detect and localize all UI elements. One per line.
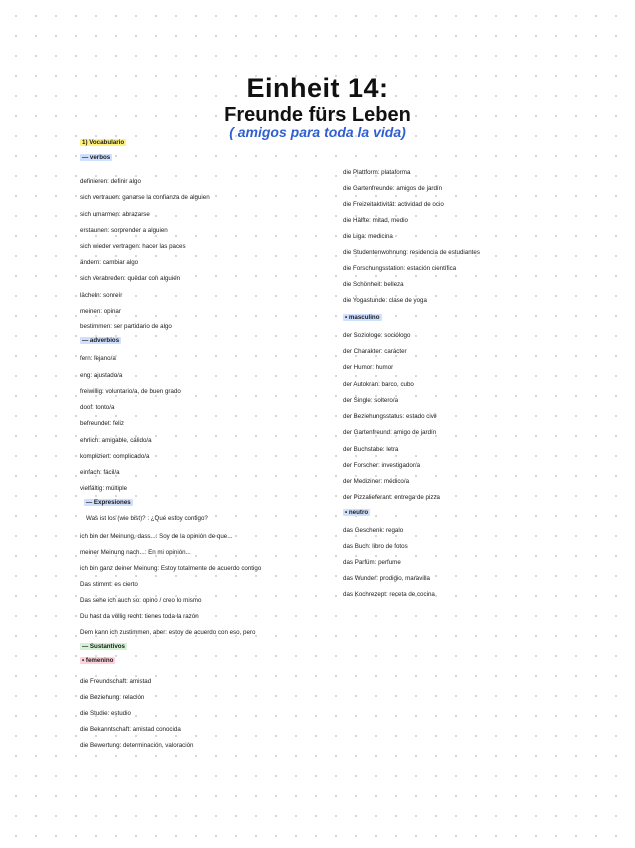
list-item: die Hälfte: mitad, medio <box>343 217 408 224</box>
header-expresiones: — Expresiones <box>86 499 131 506</box>
list-item: ehrlich: amigable, cálido/a <box>80 437 152 444</box>
list-item: freiwillig: voluntario/a, de buen grado <box>80 388 181 395</box>
list-item: einfach: fácil/a <box>80 469 120 476</box>
header-sustantivos: — Sustantivos <box>82 643 125 650</box>
list-item: fern: lejano/a <box>80 355 116 362</box>
list-item: der Soziologe: sociólogo <box>343 332 411 339</box>
list-item: der Humor: humor <box>343 364 394 371</box>
list-item: sich vertrauen: ganarse la confianza de alguien <box>80 194 210 201</box>
list-item: Was ist los (wie bist)? : ¿Qué estoy contigo? <box>86 515 208 522</box>
header-masculino: • masculino <box>345 314 380 321</box>
list-item: der Gartenfreund: amigo de jardín <box>343 429 437 436</box>
list-item: die Studie: estudio <box>80 710 131 717</box>
list-item: Du hast da völlig recht: tienes toda la razón <box>80 613 199 620</box>
list-item: das Parfüm: perfume <box>343 559 401 566</box>
list-item: der Pizzalieferant: entrega de pizza <box>343 494 440 501</box>
list-item: der Mediziner: médico/a <box>343 478 410 485</box>
list-item: definieren: definir algo <box>80 178 141 185</box>
list-item: der Autokran: barco, cubo <box>343 381 414 388</box>
header-femenino: • femenino <box>82 657 114 664</box>
list-item: das Geschenk: regalo <box>343 527 404 534</box>
list-item: die Bekanntschaft: amistad conocida <box>80 726 181 733</box>
list-item: bestimmen: ser partidario de algo <box>80 323 172 330</box>
page-title-line2: Freunde fürs Leben <box>224 104 411 126</box>
list-item: meiner Meinung nach...: En mi opinión... <box>80 549 191 556</box>
list-item: das Wunder: prodigio, maravilla <box>343 575 430 582</box>
list-item: befreundet: feliz <box>80 420 125 427</box>
list-item: die Liga: medicina <box>343 233 393 240</box>
list-item: Das stimmt: es cierto <box>80 581 138 588</box>
list-item: die Schönheit: belleza <box>343 281 404 288</box>
page-title-translation: ( amigos para toda la vida) <box>229 124 406 140</box>
list-item: kompliziert: complicado/a <box>80 453 150 460</box>
list-item: die Beziehung: relación <box>80 694 145 701</box>
list-item: die Gartenfreunde: amigos de jardín <box>343 185 443 192</box>
header-adverbios: — adverbios <box>82 337 120 344</box>
list-item: die Bewertung: determinación, valoración <box>80 742 194 749</box>
list-item: die Plattform: plataforma <box>343 169 411 176</box>
list-item: sich umarmen: abrazarse <box>80 211 150 218</box>
list-item: die Yogastunde: clase de yoga <box>343 297 427 304</box>
list-item: das Kochrezept: receta de cocina <box>343 591 435 598</box>
list-item: ändern: cambiar algo <box>80 259 139 266</box>
list-item: der Forscher: investigador/a <box>343 462 421 469</box>
list-item: die Freizeitaktivität: actividad de ocio <box>343 201 444 208</box>
page-title-line1: Einheit 14: <box>246 73 389 103</box>
header-neutro: • neutro <box>345 509 369 516</box>
list-item: das Buch: libro de fotos <box>343 543 408 550</box>
list-item: lächeln: sonreír <box>80 292 123 299</box>
list-item: meinen: opinar <box>80 308 121 315</box>
list-item: vielfältig: múltiple <box>80 485 128 492</box>
list-item: erstaunen: sorprender a alguien <box>80 227 168 234</box>
list-item: der Charakter: carácter <box>343 348 407 355</box>
list-item: Dem kann ich zustimmen, aber: estoy de acuerdo con eso, pero <box>80 629 256 636</box>
list-item: sich wieder vertragen: hacer las paces <box>80 243 186 250</box>
list-item: sich verabreden: quedar con alguien <box>80 275 181 282</box>
list-item: ich bin ganz deiner Meinung: Estoy totalmente de acuerdo contigo <box>80 565 262 572</box>
list-item: die Freundschaft: amistad <box>80 678 152 685</box>
list-item: die Studentenwohnung: residencia de estudiantes <box>343 249 480 256</box>
list-item: der Beziehungsstatus: estado civil <box>343 413 437 420</box>
list-item: der Single: soltero/a <box>343 397 399 404</box>
list-item: der Buchstabe: letra <box>343 446 399 453</box>
list-item: eng: ajustado/a <box>80 372 123 379</box>
list-item: doof: tonto/a <box>80 404 115 411</box>
section-vocabulario: 1) Vocabulario <box>82 139 125 146</box>
header-verbos: — verbos <box>82 154 111 161</box>
list-item: die Forschungsstation: estación científica <box>343 265 457 272</box>
list-item: ich bin der Meinung, dass...: Soy de la opinión de que... <box>80 533 233 540</box>
list-item: Das sehe ich auch so: opino / creo lo mismo <box>80 597 202 604</box>
